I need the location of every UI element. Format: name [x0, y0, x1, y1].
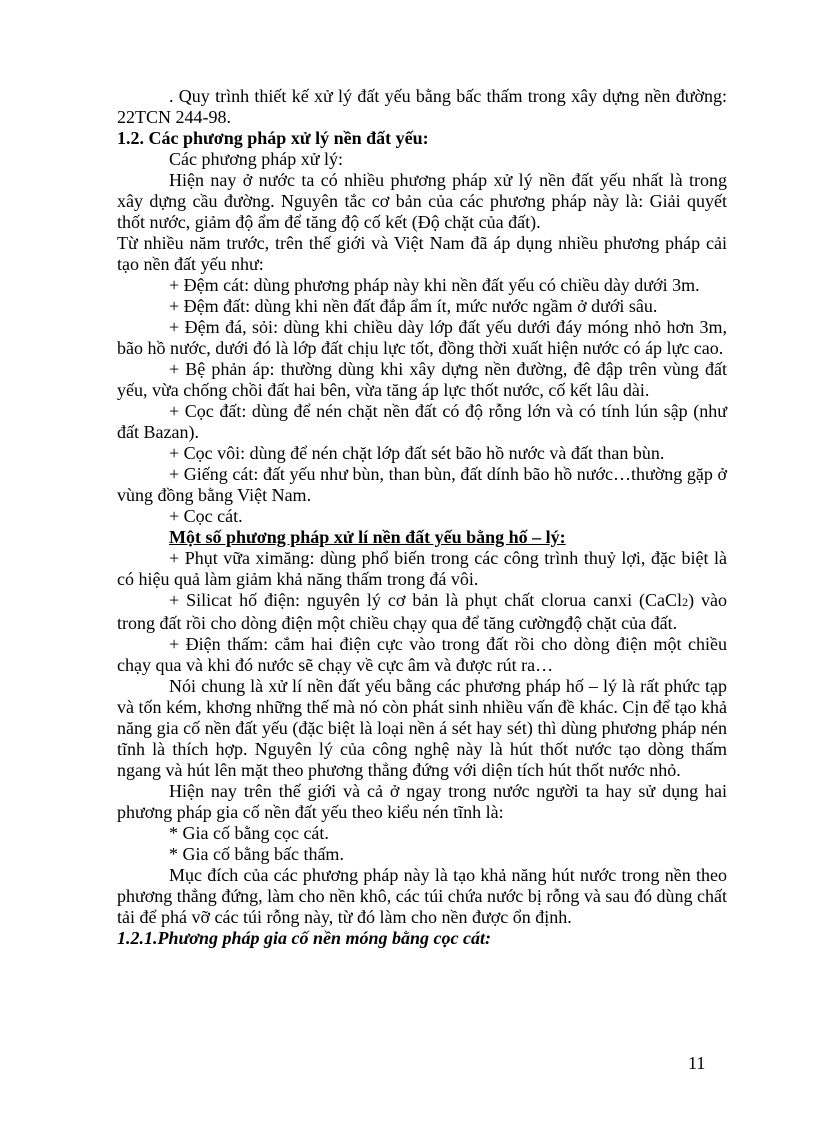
silicat-subscript: 2: [682, 595, 689, 609]
subheading-physico-chemical-text: Một số phương pháp xử lí nền đất yếu bằng hố – lý:: [169, 527, 566, 547]
silicat-text-b: ) vào trong đất rồi cho dòng điện một chiều chạy qua để tăng cườngđộ chặt của đất.: [117, 590, 728, 633]
section-heading-1-2-1: 1.2.1.Phương pháp gia cố nền móng bằng cọc cát:: [117, 928, 491, 948]
subheading-physico-chemical: [117, 527, 727, 548]
paragraph-static-methods: Hiện nay trên thế giới và cả ở ngay trong nước người ta hay sử dụng hai phương pháp gia cố nền đất yếu theo kiểu nén tĩnh là:: [117, 781, 727, 822]
paragraph-summary: Nói chung là xử lí nền đất yếu bằng các phương pháp hố – lý là rất phức tạp và tốn kém, khơng những thế mà nó còn phát sinh nhiều vấn đề khác. Cịn để tạo khả năng gia cố nền đất yếu (đặc biệt là loại nền á sét hay sét) thì dùng phương pháp nén tĩnh là thích hợp. Nguyên lý của công nghệ này là hút thốt nước tạo dòng thấm ngang và hút lên mặt theo phương thẳng đứng với diện tích hút thốt nước nhỏ.: [117, 676, 727, 780]
list-item-gia-co-bac-tham: * Gia cố bằng bấc thấm.: [169, 844, 344, 864]
list-item-dem-dat: + Đệm đất: dùng khi nền đất đắp ẩm ít, mức nước ngầm ở dưới sâu.: [169, 296, 658, 316]
silicat-text-a: + Silicat hố điện: nguyên lý cơ bản là phụt chất clorua canxi (CaCl: [169, 590, 683, 610]
paragraph-methods-intro: Các phương pháp xử lý:: [169, 149, 344, 169]
list-item-phut-vua: + Phụt vữa ximăng: dùng phổ biến trong các công trình thuỷ lợi, đặc biệt là có hiệu quả làm giảm khả năng thấm trong đá vôi.: [117, 548, 727, 589]
list-item-be-phan-ap: + Bệ phản áp: thường dùng khi xây dựng nền đường, đê đập trên vùng đất yếu, vừa chống chồi đất hai bên, vừa tăng áp lực thốt nước, cố kết lâu dài.: [117, 359, 727, 400]
list-item-silicat: [117, 590, 727, 634]
paragraph-current-situation: Hiện nay ở nước ta có nhiều phương pháp xử lý nền đất yếu nhất là trong xây dựng cầu đường. Nguyên tắc cơ bản của các phương pháp này là: Giải quyết thốt nước, giảm độ ẩm để tăng độ cố kết (Độ chặt của đất).: [117, 170, 727, 232]
paragraph-purpose: Mục đích của các phương pháp này là tạo khả năng hút nước trong nền theo phương thẳng đứng, làm cho nền khô, các túi chứa nước bị rỗng và sau đó dùng chất tải để phá vỡ các túi rỗng này, từ đó làm cho nền được ổn định.: [117, 865, 727, 927]
page-number: 11: [688, 1053, 706, 1073]
document-body: [117, 86, 727, 949]
list-item-gia-co-coc-cat: * Gia cố bằng cọc cát.: [169, 823, 329, 843]
section-heading-1-2: 1.2. Các phương pháp xử lý nền đất yếu:: [117, 128, 429, 148]
list-item-coc-voi: + Cọc vôi: dùng để nén chặt lớp đất sét bão hồ nước và đất than bùn.: [169, 443, 665, 463]
list-item-gieng-cat: + Giếng cát: đất yếu như bùn, than bùn, đất dính bão hồ nước…thường gặp ở vùng đồng bằng Việt Nam.: [117, 464, 727, 505]
paragraph-history: Từ nhiều năm trước, trên thế giới và Việt Nam đã áp dụng nhiều phương pháp cải tạo nền đất yếu như:: [117, 233, 727, 274]
list-item-dem-da-soi: + Đệm đá, sỏi: dùng khi chiều dày lớp đất yếu dưới đáy móng nhỏ hơn 3m, bão hồ nước, dưới đó là lớp đất chịu lực tốt, đồng thời xuất hiện nước có áp lực cao.: [117, 317, 727, 358]
list-item-dien-tham: + Điện thấm: cắm hai điện cực vào trong đất rồi cho dòng điện một chiều chạy qua và khi đó nước sẽ chạy về cực âm và được rút ra…: [117, 634, 727, 675]
list-item-dem-cat: + Đệm cát: dùng phương pháp này khi nền đất yếu có chiều dày dưới 3m.: [169, 275, 700, 295]
paragraph-standard-reference: . Quy trình thiết kế xử lý đất yếu bằng bấc thấm trong xây dựng nền đường: 22TCN 244-98.: [117, 86, 727, 127]
list-item-coc-cat: + Cọc cát.: [169, 506, 243, 526]
list-item-coc-dat: + Cọc đất: dùng để nén chặt nền đất có độ rỗng lớn và có tính lún sập (như đất Bazan).: [117, 401, 727, 442]
